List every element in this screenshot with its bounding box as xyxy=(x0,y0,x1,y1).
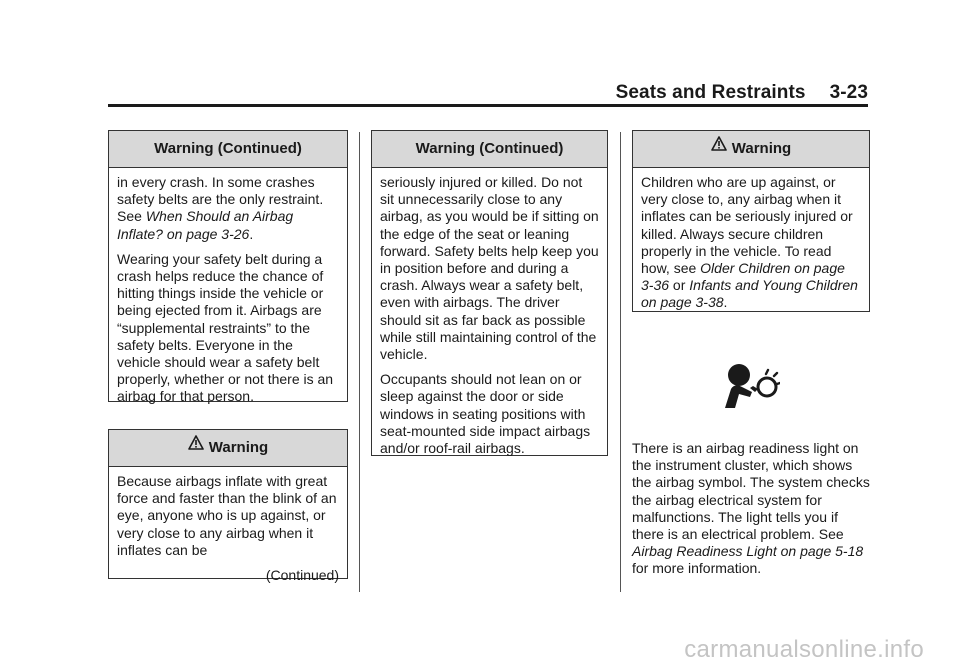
warning-box-3 xyxy=(632,130,870,312)
cross-reference-link[interactable]: Airbag Readiness Light on page 5-18 xyxy=(632,543,864,560)
warning-triangle-icon xyxy=(188,428,204,464)
watermark: carmanualsonline.info xyxy=(684,636,924,663)
airbag-readiness-text: There is an airbag readiness light on the instrument cluster, which shows the airbag symbol. The system checks the airbag electrical system for malfunctions. The light tells you if there is an electrical problem. See Airbag Readiness Light on page 5-18 for more information. xyxy=(632,440,870,577)
continued-label: (Continued) xyxy=(265,567,339,584)
warning-triangle-icon xyxy=(711,129,727,165)
warning-text: seriously injured or killed. Do not sit unnecessarily close to any airbag, as you would be if sitting on the edge of the seat or leaning forward. Safety belts help keep you in position before and during a crash. Always wear a safety belt, even with airbags. The driver should sit as far back as possible while still maintaining control of the vehicle. xyxy=(380,174,599,363)
header-rule xyxy=(108,104,868,107)
warning-text: Wearing your safety belt during a crash helps reduce the chance of hitting things inside the vehicle or being ejected from it. Airbags are “supplemental restraints” to the safety belts. Everyone in the vehicle should wear a safety belt properly, whether or not there is an airbag for that person. xyxy=(117,250,334,405)
column-divider-2 xyxy=(620,132,621,592)
section-title: Seats and Restraints xyxy=(615,82,806,103)
warning-box-title: Warning (Continued) xyxy=(372,131,607,168)
page-number: 3-23 xyxy=(829,82,868,103)
cross-reference-link[interactable]: Infants and Young Children on page 3-38 xyxy=(641,277,858,311)
cross-reference-link[interactable]: When Should an Airbag Inflate? on page 3-26 xyxy=(117,208,294,242)
warning-box-header xyxy=(633,131,869,168)
column-divider-1 xyxy=(359,132,360,592)
warning-text: Because airbags inflate with great force and faster than the blink of an eye, anyone who is up against, or very close to any airbag when it inflates can be xyxy=(117,473,337,558)
warning-box-title: Warning (Continued) xyxy=(109,131,347,168)
warning-text: Occupants should not lean on or sleep against the door or side windows in seating positions with seat-mounted side impact airbags and/or roof-rail airbags. xyxy=(380,371,591,457)
warning-box-title: Warning xyxy=(208,439,269,456)
warning-box-continued-2 xyxy=(371,130,608,456)
warning-box-header xyxy=(109,430,347,467)
warning-box-2 xyxy=(108,429,348,584)
warning-box-continued-1 xyxy=(108,130,348,405)
warning-text: in every crash. In some crashes safety belts are the only restraint. See When Should an Airbag Inflate? on page 3-26. xyxy=(117,174,324,242)
page-header xyxy=(616,82,868,104)
warning-text: Children who are up against, or very close to, any airbag when it inflates can be seriously injured or killed. Always secure children properly in the vehicle. To read how, see Older Children on page 3-36 or Infants and Young Children on page 3-38. xyxy=(641,174,858,311)
warning-box-title: Warning xyxy=(731,140,792,157)
cross-reference-link[interactable]: Older Children on page 3-36 xyxy=(641,260,845,294)
airbag-readiness-icon xyxy=(722,362,780,412)
